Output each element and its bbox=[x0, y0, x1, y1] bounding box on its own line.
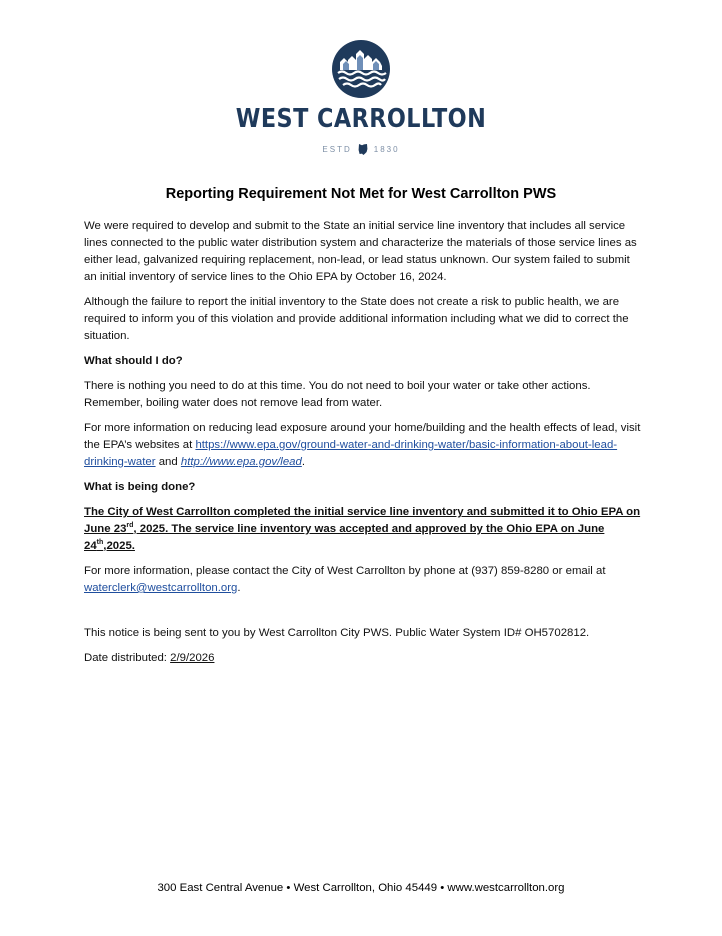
lead-info-text: For more information on reducing lead exposure around your home/building and the health effects of lead, visit the EPA’s websites at bbox=[84, 422, 641, 451]
ordinal-th: th bbox=[96, 539, 104, 547]
city-emblem-icon bbox=[332, 40, 390, 98]
completion-text-c: ,2025. bbox=[103, 540, 135, 552]
paragraph-sender-info: This notice is being sent to you by West Carrollton City PWS. Public Water System ID# OH5702812. bbox=[84, 627, 590, 639]
estd-label: ESTD bbox=[322, 145, 352, 154]
paragraph-no-action: There is nothing you need to do at this time. You do not need to boil your water or take other actions. Remember, boiling water does not remove lead from water. bbox=[84, 380, 591, 409]
completion-text-a: The City of West Carrollton completed the initial service line inventory and submitted it to Ohio EPA on June 23 bbox=[84, 506, 641, 535]
ohio-state-icon bbox=[358, 144, 368, 155]
heading-what-is-being-done: What is being done? bbox=[84, 481, 196, 493]
estd-year: 1830 bbox=[373, 145, 400, 154]
heading-what-should-i-do: What should I do? bbox=[84, 355, 183, 367]
established-line bbox=[0, 144, 722, 155]
city-wordmark: WEST CARROLLTON bbox=[235, 104, 487, 134]
epa-basic-info-link[interactable]: https://www.epa.gov/ground-water-and-drinking-water/basic-information-about-lead-drinking-water bbox=[84, 439, 618, 468]
date-label: Date distributed: bbox=[84, 652, 171, 664]
contact-end: . bbox=[237, 582, 241, 594]
paragraph-contact bbox=[84, 563, 644, 597]
link-separator: and bbox=[155, 456, 181, 468]
waterclerk-email-link[interactable]: waterclerk@westcarrollton.org bbox=[84, 582, 238, 594]
ordinal-rd: rd bbox=[126, 522, 134, 530]
paragraph-violation-info: Although the failure to report the initial inventory to the State does not create a risk to public health, we are required to inform you of this violation and provide additional information including what we did to correct the situation. bbox=[84, 296, 629, 342]
date-value: 2/9/2026 bbox=[170, 652, 215, 664]
notice-title: Reporting Requirement Not Met for West Carrollton PWS bbox=[165, 186, 557, 202]
city-logo bbox=[0, 40, 722, 155]
paragraph-date-distributed bbox=[84, 650, 644, 667]
paragraph-inventory-completed bbox=[84, 504, 644, 555]
notice-body bbox=[84, 218, 644, 675]
page-footer-address: 300 East Central Avenue • West Carrollton, Ohio 45449 • www.westcarrollton.org bbox=[157, 882, 565, 894]
lead-info-end: . bbox=[301, 456, 306, 468]
completion-text-b: , 2025. The service line inventory was accepted and approved by the Ohio EPA on June 24 bbox=[84, 523, 605, 552]
paragraph-more-info-lead bbox=[84, 420, 644, 471]
epa-lead-link[interactable]: http://www.epa.gov/lead bbox=[180, 456, 302, 468]
paragraph-inventory-requirement: We were required to develop and submit to the State an initial service line inventory that includes all service lines connected to the public water distribution system and characterize the materials of those service lines as either lead, galvanized requiring replacement, non-lead, or lead status unknown. Our system failed to submit an initial inventory of service lines to the Ohio EPA by October 16, 2024. bbox=[84, 220, 637, 283]
contact-text: For more information, please contact the City of West Carrollton by phone at (937) 859-8280 or email at bbox=[84, 565, 606, 577]
